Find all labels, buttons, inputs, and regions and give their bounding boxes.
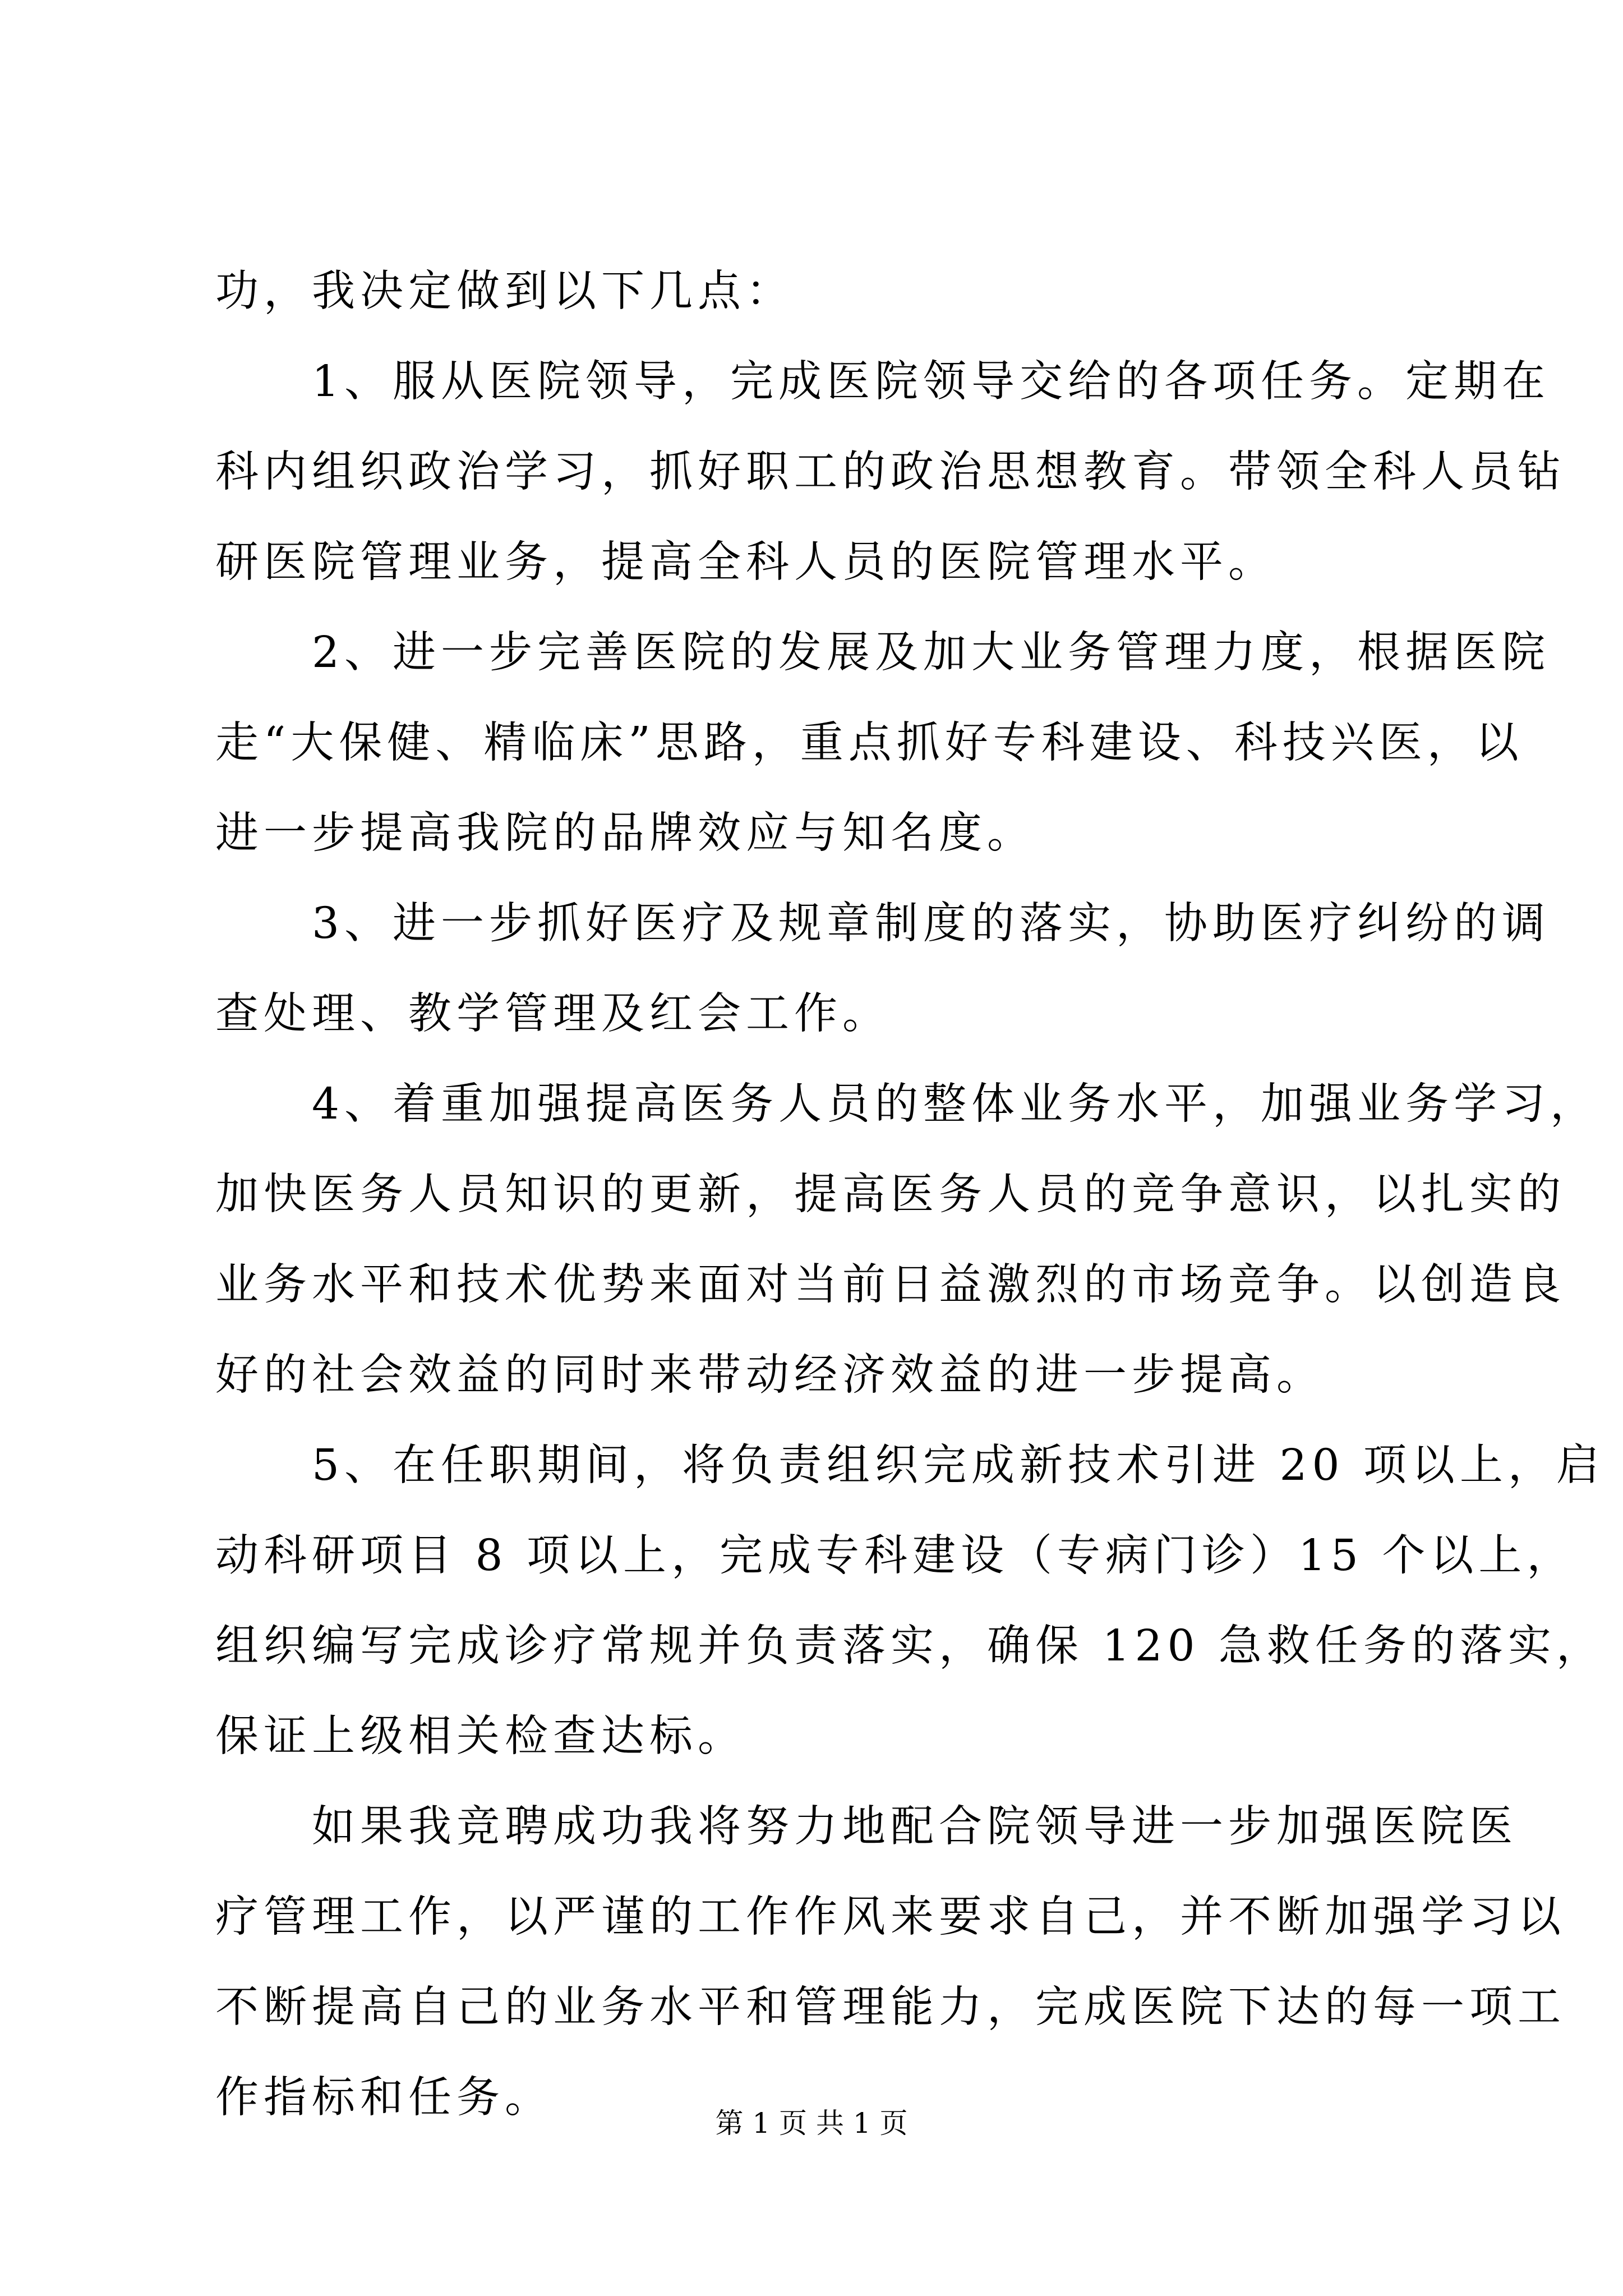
text-line: 研医院管理业务，提高全科人员的医院管理水平。 <box>215 537 1276 587</box>
text-line: 不断提高自己的业务水平和管理能力，完成医院下达的每一项工 <box>215 1982 1566 2032</box>
text-line: 走“大保健、精临床”思路，重点抓好专科建设、科技兴医，以 <box>215 718 1524 768</box>
text-line: 4、着重加强提高医务人员的整体业务水平，加强业务学习， <box>215 1079 1598 1129</box>
text-line: 疗管理工作，以严谨的工作作风来要求自己，并不断加强学习以 <box>215 1892 1566 1942</box>
text-line: 功，我决定做到以下几点： <box>215 266 794 316</box>
text-line: 加快医务人员知识的更新，提高医务人员的竞争意识，以扎实的 <box>215 1170 1566 1220</box>
text-line: 组织编写完成诊疗常规并负责落实，确保 120 急救任务的落实， <box>215 1621 1604 1671</box>
text-line: 动科研项目 8 项以上，完成专科建设（专病门诊）15 个以上， <box>215 1531 1575 1581</box>
text-line: 好的社会效益的同时来带动经济效益的进一步提高。 <box>215 1350 1325 1400</box>
text-line: 科内组织政治学习，抓好职工的政治思想教育。带领全科人员钻 <box>215 447 1566 497</box>
text-line: 进一步提高我院的品牌效应与知名度。 <box>215 808 1035 858</box>
text-line: 作指标和任务。 <box>215 2073 553 2123</box>
text-line: 1、服从医院领导，完成医院领导交给的各项任务。定期在 <box>215 357 1550 407</box>
text-line: 5、在任职期间，将负责组织完成新技术引进 20 项以上，启 <box>215 1441 1604 1490</box>
document-body <box>215 258 1604 2132</box>
text-line: 保证上级相关检查达标。 <box>215 1711 746 1761</box>
page-footer: 第 1 页 共 1 页 <box>715 2107 908 2139</box>
text-line: 查处理、教学管理及红会工作。 <box>215 989 891 1039</box>
text-line: 如果我竞聘成功我将努力地配合院领导进一步加强医院医 <box>215 1802 1518 1852</box>
text-line: 3、进一步抓好医疗及规章制度的落实，协助医疗纠纷的调 <box>215 899 1550 949</box>
text-line: 业务水平和技术优势来面对当前日益激烈的市场竞争。以创造良 <box>215 1260 1566 1310</box>
text-line: 2、进一步完善医院的发展及加大业务管理力度，根据医院 <box>215 628 1550 678</box>
